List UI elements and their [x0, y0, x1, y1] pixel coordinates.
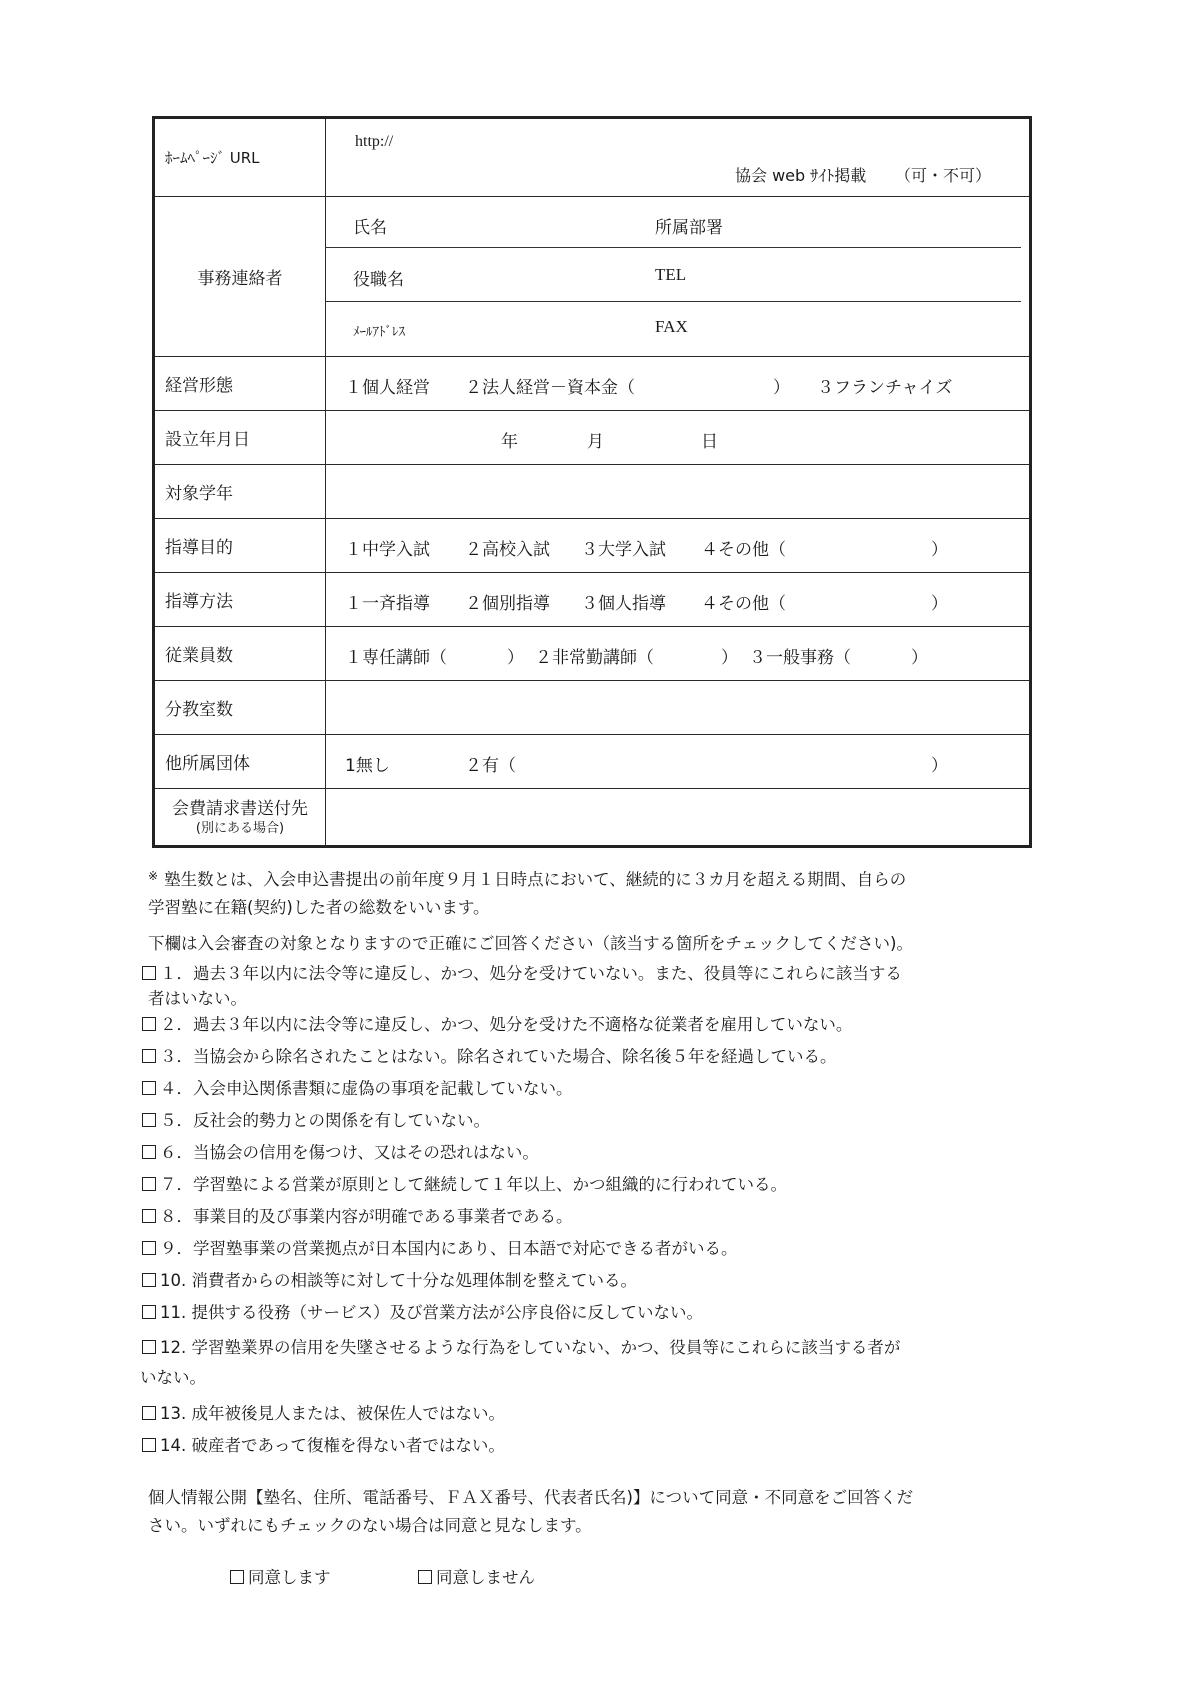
checkbox[interactable] [142, 1406, 156, 1420]
student-count-note [148, 862, 1050, 922]
checkbox[interactable] [142, 966, 156, 980]
contact-position-label: 役職名 [353, 270, 404, 290]
note-line1: 塾生数とは、入会申込書提出の前年度９月１日時点において、継続的に３カ月を超える期間、自らの [164, 870, 907, 889]
branches-cell[interactable] [325, 681, 1029, 734]
staff-opt1-close: ） [507, 648, 524, 668]
check-item-8[interactable]: ８．事業目的及び事業内容が明確である事業者である。 [142, 1203, 573, 1227]
staff-opt3-close: ） [911, 648, 928, 668]
staff-opt1[interactable]: １専任講師（ [345, 648, 447, 668]
staff-opt2-close: ） [721, 648, 738, 668]
homepage-url-value[interactable]: http:// [355, 133, 394, 150]
other-groups-row [155, 735, 1029, 789]
purpose-row [155, 519, 1029, 573]
purpose-opt3[interactable]: ３大学入試 [581, 540, 666, 560]
method-opt4[interactable]: ４その他（ [701, 594, 786, 614]
established-year: 年 [501, 432, 518, 452]
homepage-publish-options[interactable]: （可・不可） [895, 166, 992, 185]
checkbox[interactable] [418, 1570, 432, 1584]
checkbox[interactable] [142, 1305, 156, 1319]
check-item-11[interactable]: 11. 提供する役務（サービス）及び営業方法が公序良俗に反していない。 [142, 1299, 703, 1323]
staff-row [155, 627, 1029, 681]
check-item-2[interactable]: ２．過去３年以内に法令等に違反し、かつ、処分を受けた不適格な従業者を雇用していない。 [142, 1011, 852, 1035]
method-label: 指導方法 [165, 592, 233, 612]
established-day: 日 [701, 432, 718, 452]
branches-row [155, 681, 1029, 735]
check-item-1-cont: 者はいない。 [148, 989, 247, 1008]
established-month: 月 [587, 432, 604, 452]
contact-name-label: 氏名 [353, 218, 387, 238]
other-groups-opt1[interactable]: 1無し [345, 756, 390, 776]
note-mark: ※ [148, 869, 159, 883]
checkbox[interactable] [230, 1570, 244, 1584]
other-groups-opt2[interactable]: ２有（ [465, 756, 516, 776]
method-close: ） [931, 594, 948, 614]
management-opt-franchise[interactable]: ３フランチャイズ [817, 378, 953, 398]
other-groups-close: ） [931, 756, 948, 776]
checkbox[interactable] [142, 1177, 156, 1191]
branches-label: 分教室数 [165, 700, 233, 720]
established-row [155, 411, 1029, 465]
billing-sublabel: (別にある場合) [195, 820, 285, 836]
contact-department-label: 所属部署 [655, 218, 723, 238]
homepage-publish-label: 協会 web ｻｲﾄ掲載 [735, 166, 867, 185]
check-item-5[interactable]: ５．反社会的勢力との関係を有していない。 [142, 1107, 490, 1131]
purpose-opt1[interactable]: １中学入試 [345, 540, 430, 560]
method-row [155, 573, 1029, 627]
check-item-9[interactable]: ９．学習塾事業の営業拠点が日本国内にあり、日本語で対応できる者がいる。 [142, 1235, 738, 1259]
check-item-1[interactable]: １．過去３年以内に法令等に違反し、かつ、処分を受けていない。また、役員等にこれらに該当する [142, 960, 902, 984]
checkbox[interactable] [142, 1113, 156, 1127]
check-item-13[interactable]: 13. 成年被後見人または、被保佐人ではない。 [142, 1400, 505, 1424]
check-item-4[interactable]: ４．入会申込関係書類に虚偽の事項を記載していない。 [142, 1075, 573, 1099]
privacy-line2: さい。いずれにもチェックのない場合は同意と見なします。 [148, 1516, 592, 1535]
checkbox[interactable] [142, 1081, 156, 1095]
check-item-7[interactable]: ７．学習塾による営業が原則として継続して１年以上、かつ組織的に行われている。 [142, 1171, 787, 1195]
contact-tel-label: TEL [655, 265, 687, 284]
check-item-10[interactable]: 10. 消費者からの相談等に対して十分な処理体制を整えている。 [142, 1267, 637, 1291]
billing-label: 会費請求書送付先 [172, 798, 308, 819]
other-groups-label: 他所属団体 [165, 754, 250, 774]
checkbox[interactable] [142, 1017, 156, 1031]
checkbox[interactable] [142, 1241, 156, 1255]
purpose-label: 指導目的 [165, 538, 233, 558]
privacy-agree-option[interactable]: 同意します [230, 1564, 331, 1588]
homepage-row [155, 119, 1029, 197]
established-label: 設立年月日 [165, 430, 250, 450]
application-form-table [152, 116, 1032, 848]
management-label: 経営形態 [165, 376, 233, 396]
note-line2: 学習塾に在籍(契約)した者の総数をいいます。 [148, 898, 490, 917]
checkbox[interactable] [142, 1049, 156, 1063]
management-row [155, 357, 1029, 411]
privacy-statement [148, 1484, 1050, 1540]
check-item-6[interactable]: ６．当協会の信用を傷つけ、又はその恐れはない。 [142, 1139, 539, 1163]
billing-cell[interactable] [325, 789, 1029, 848]
staff-opt3[interactable]: ３一般事務（ [749, 648, 851, 668]
checkbox[interactable] [142, 1145, 156, 1159]
checklist-intro: 下欄は入会審査の対象となりますので正確にご回答ください（該当する箇所をチェックしてください)。 [148, 934, 913, 953]
privacy-line1: 個人情報公開【塾名、住所、電話番号、ＦＡＸ番号、代表者氏名)】について同意・不同意をご回答くだ [148, 1488, 914, 1507]
contact-label: 事務連絡者 [197, 269, 283, 289]
method-opt2[interactable]: ２個別指導 [465, 594, 550, 614]
checkbox[interactable] [142, 1273, 156, 1287]
grade-row [155, 465, 1029, 519]
management-opt-corporate-close: ） [773, 378, 790, 398]
purpose-opt4[interactable]: ４その他（ [701, 540, 786, 560]
check-item-14[interactable]: 14. 破産者であって復権を得ない者ではない。 [142, 1432, 505, 1456]
checkbox[interactable] [142, 1209, 156, 1223]
method-opt1[interactable]: １一斉指導 [345, 594, 430, 614]
checkbox[interactable] [142, 1340, 156, 1354]
purpose-opt2[interactable]: ２高校入試 [465, 540, 550, 560]
purpose-close: ） [931, 540, 948, 560]
checkbox[interactable] [142, 1438, 156, 1452]
privacy-disagree-option[interactable]: 同意しません [418, 1564, 535, 1588]
contact-fax-label: FAX [655, 317, 688, 336]
billing-row [155, 789, 1029, 848]
contact-row [155, 197, 1029, 357]
staff-opt2[interactable]: ２非常勤講師（ [535, 648, 654, 668]
homepage-label: ﾎｰﾑﾍﾟｰｼﾞ URL [165, 149, 260, 167]
staff-label: 従業員数 [165, 646, 233, 666]
check-item-12-cont: いない。 [140, 1368, 206, 1387]
grade-label: 対象学年 [165, 484, 233, 504]
management-opt-individual[interactable]: １個人経営 [345, 378, 430, 398]
check-item-3[interactable]: ３．当協会から除名されたことはない。除名されていた場合、除名後５年を経過している。 [142, 1043, 837, 1067]
management-opt-corporate[interactable]: ２法人経営－資本金（ [465, 378, 635, 398]
grade-cell[interactable] [325, 465, 1029, 518]
homepage-cell[interactable] [325, 119, 1029, 196]
contact-cell [325, 197, 1029, 356]
check-item-12[interactable]: 12. 学習塾業界の信用を失墜させるような行為をしていない、かつ、役員等にこれらに該当する者が [142, 1334, 900, 1358]
contact-email-label: ﾒｰﾙｱﾄﾞﾚｽ [353, 325, 405, 340]
method-opt3[interactable]: ３個人指導 [581, 594, 666, 614]
